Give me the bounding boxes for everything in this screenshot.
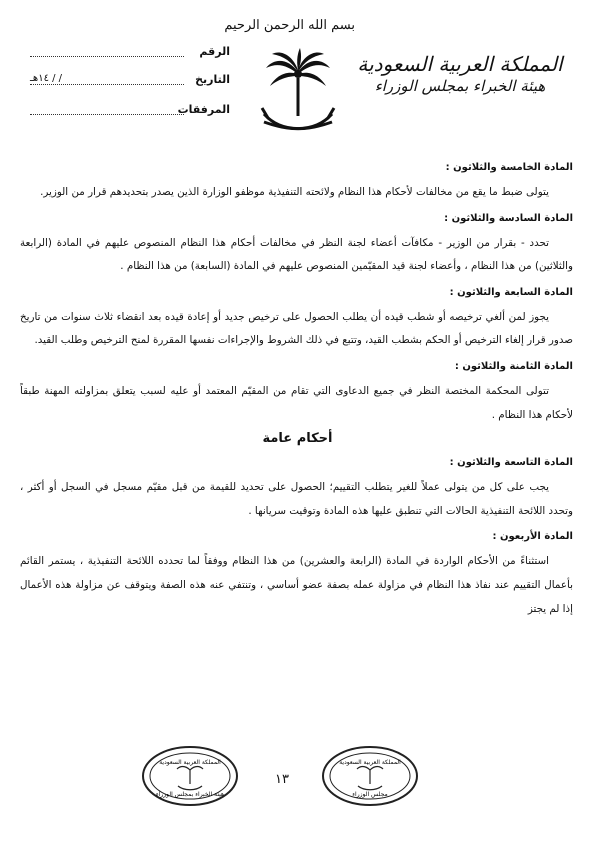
article-39-text: يجب على كل من يتولى عملاً للغير يتطلب التقييم؛ الحصول على تحديد للقيمة من قبل مقيّم مسجل في السجل أو أكثر ، وتحدد اللائحة التنفيذية الحالات التي تنطبق عليها هذه المادة وتوقيت سريانها . (20, 481, 573, 517)
palm-swords-emblem-icon (258, 48, 338, 140)
org-name-line1: المملكة العربية السعودية (357, 52, 563, 76)
article-35-title: المادة الخامسة والثلاثون : (445, 162, 573, 173)
seal-right-line2: مجلس الوزراء (352, 791, 388, 798)
seal-left-line1: المملكة العربية السعودية (159, 759, 221, 766)
attachments-label: المرفقات (177, 103, 230, 116)
number-label: الرقم (199, 45, 230, 58)
date-field (30, 73, 230, 89)
section-title-general-provisions: أحكام عامة (262, 431, 333, 447)
number-field (30, 45, 230, 61)
article-36-title: المادة السادسة والثلاثون : (444, 212, 573, 224)
article-40-title: المادة الأربعون : (492, 531, 573, 543)
article-37-text: يجوز لمن ألغي ترخيصه أو شطب قيده أن يطلب الحصول على ترخيص جديد أو إعادة قيده بعد انقضاء ثلاث سنوات من تاريخ صدور قرار إلغاء الترخيص أو الحكم بشطب القيد، وتتبع في ذلك الشروط والإجراءات نفسها المقررة لمنح الترخيص وطلب القيد. (20, 310, 573, 347)
seal-right-line1: المملكة العربية السعودية (339, 759, 401, 766)
org-name-line2: هيئة الخبراء بمجلس الوزراء (374, 77, 546, 95)
organization-header (345, 52, 575, 96)
article-37-title: المادة السابعة والثلاثون : (449, 286, 573, 298)
date-label: التاريخ (195, 73, 230, 86)
article-39-title: المادة التاسعة والثلاثون : (449, 457, 573, 469)
document-body (20, 158, 575, 758)
date-value: / / ١٤هـ (30, 73, 63, 84)
attachments-field (30, 103, 230, 119)
article-40-text: استثناءً من الأحكام الواردة في المادة (الرابعة والعشرين) من هذا النظام ووفقاً لما تحدده اللائحة التنفيذية ، يستمر القائم بأعمال التقييم عند نفاذ هذا النظام في مزاولة عمله بصفة عضو أساسي ، وتنتفي عنه هذه الصفة ويتوقف عن مزاولة هذه الأعمال إذا لم يجتز (20, 555, 573, 615)
official-seal-right-icon (320, 744, 420, 808)
article-36-text: تحدد - بقرار من الوزير - مكافآت أعضاء لجنة النظر في مخالفات أحكام هذا النظام المنصوص عليهم في المادة (الرابعة والثلاثين) من هذا النظام ، وأعضاء لجنة قيد المقيّمين المنصوص عليهم في المادة (السابعة) من هذا النظام . (20, 236, 573, 273)
article-38-text: تتولى المحكمة المختصة النظر في جميع الدعاوى التي تقام من المقيّم المعتمد أو عليه لسبب يتعلق بمزاولته المهنة طبقاً لأحكام هذا النظام . (20, 384, 573, 421)
basmala: بسم الله الرحمن الرحيم (224, 18, 355, 33)
seal-left-line2: هيئة الخبراء بمجلس الوزراء (155, 791, 225, 798)
reference-fields (30, 35, 230, 125)
page-number: ١٣ (275, 772, 289, 787)
article-38-title: المادة الثامنة والثلاثون : (454, 360, 573, 372)
article-35-text: يتولى ضبط ما يقع من مخالفات لأحكام هذا النظام ولائحته التنفيذية موظفو الوزارة الذين يصدر بتحديدهم قرار من الوزير. (40, 186, 549, 198)
official-seal-left-icon (140, 744, 240, 808)
